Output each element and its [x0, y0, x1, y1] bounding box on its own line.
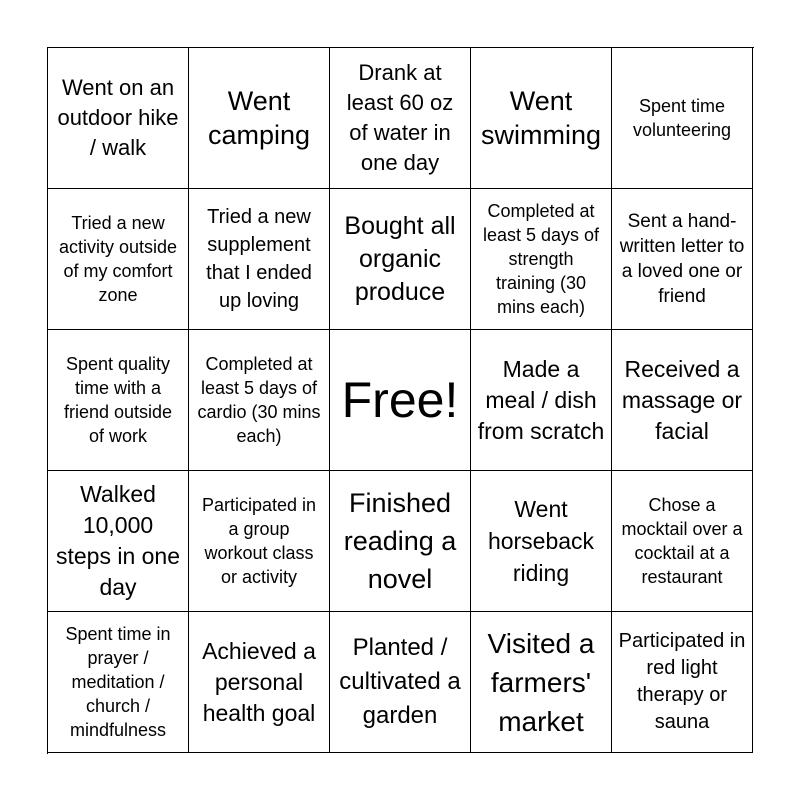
- bingo-cell[interactable]: [189, 471, 330, 612]
- bingo-cell[interactable]: [48, 612, 189, 753]
- bingo-cell-text: Made a meal / dish from scratch: [477, 355, 605, 444]
- bingo-cell-text: Spent time volunteering: [632, 96, 732, 140]
- bingo-cell[interactable]: [48, 471, 189, 612]
- bingo-cell-text: Walked 10,000 steps in one day: [55, 481, 181, 600]
- bingo-cell[interactable]: [330, 612, 471, 753]
- bingo-cell[interactable]: [471, 330, 612, 471]
- bingo-cell-text: Visited a farmers' market: [487, 627, 595, 737]
- bingo-cell[interactable]: [189, 612, 330, 753]
- bingo-cell-text: Sent a hand-written letter to a loved one or friend: [619, 211, 745, 307]
- bingo-cell-text: Completed at least 5 days of cardio (30 mins each): [197, 354, 321, 446]
- bingo-cell-text: Went camping: [207, 86, 311, 150]
- bingo-cell[interactable]: [471, 612, 612, 753]
- bingo-cell-text: Spent quality time with a friend outside of work: [63, 354, 173, 446]
- bingo-cell[interactable]: [612, 189, 753, 330]
- bingo-cell-text: Participated in a group workout class or activity: [201, 495, 317, 587]
- bingo-cell[interactable]: [48, 330, 189, 471]
- bingo-cell[interactable]: [48, 48, 189, 189]
- bingo-cell-text: Tried a new activity outside of my comfort zone: [58, 213, 178, 305]
- bingo-cell[interactable]: [471, 471, 612, 612]
- bingo-cell[interactable]: [612, 471, 753, 612]
- bingo-cell[interactable]: [48, 189, 189, 330]
- bingo-cell[interactable]: [189, 330, 330, 471]
- bingo-cell-text: Finished reading a novel: [343, 488, 457, 594]
- bingo-cell-text: Bought all organic produce: [344, 211, 456, 306]
- bingo-cell[interactable]: [612, 612, 753, 753]
- bingo-cell-text: Spent time in prayer / meditation / church / mindfulness: [65, 624, 171, 740]
- bingo-cell-text: Completed at least 5 days of strength training (30 mins each): [482, 201, 600, 317]
- bingo-cell[interactable]: [330, 189, 471, 330]
- bingo-free-cell[interactable]: [330, 330, 471, 471]
- bingo-cell[interactable]: [189, 48, 330, 189]
- bingo-cell-text: Received a massage or facial: [621, 355, 743, 444]
- bingo-cell-text: Participated in red light therapy or sauna: [618, 630, 746, 733]
- bingo-cell[interactable]: [471, 48, 612, 189]
- bingo-cell-text: Planted / cultivated a garden: [339, 634, 461, 729]
- bingo-cell[interactable]: [612, 48, 753, 189]
- bingo-cell[interactable]: [471, 189, 612, 330]
- bingo-cell-text: Chose a mocktail over a cocktail at a restaurant: [621, 495, 743, 587]
- bingo-cell-text: Went horseback riding: [487, 496, 595, 586]
- bingo-cell[interactable]: [330, 48, 471, 189]
- bingo-cell-text: Free!: [341, 372, 459, 428]
- bingo-cell-text: Drank at least 60 oz of water in one day: [346, 60, 454, 175]
- bingo-cell[interactable]: [330, 471, 471, 612]
- bingo-cell-text: Achieved a personal health goal: [202, 637, 316, 726]
- bingo-cell[interactable]: [612, 330, 753, 471]
- bingo-cell-text: Went swimming: [480, 86, 601, 150]
- bingo-board: [47, 47, 754, 754]
- bingo-cell-text: Tried a new supplement that I ended up loving: [206, 206, 312, 312]
- bingo-cell-text: Went on an outdoor hike / walk: [57, 75, 179, 160]
- bingo-cell[interactable]: [189, 189, 330, 330]
